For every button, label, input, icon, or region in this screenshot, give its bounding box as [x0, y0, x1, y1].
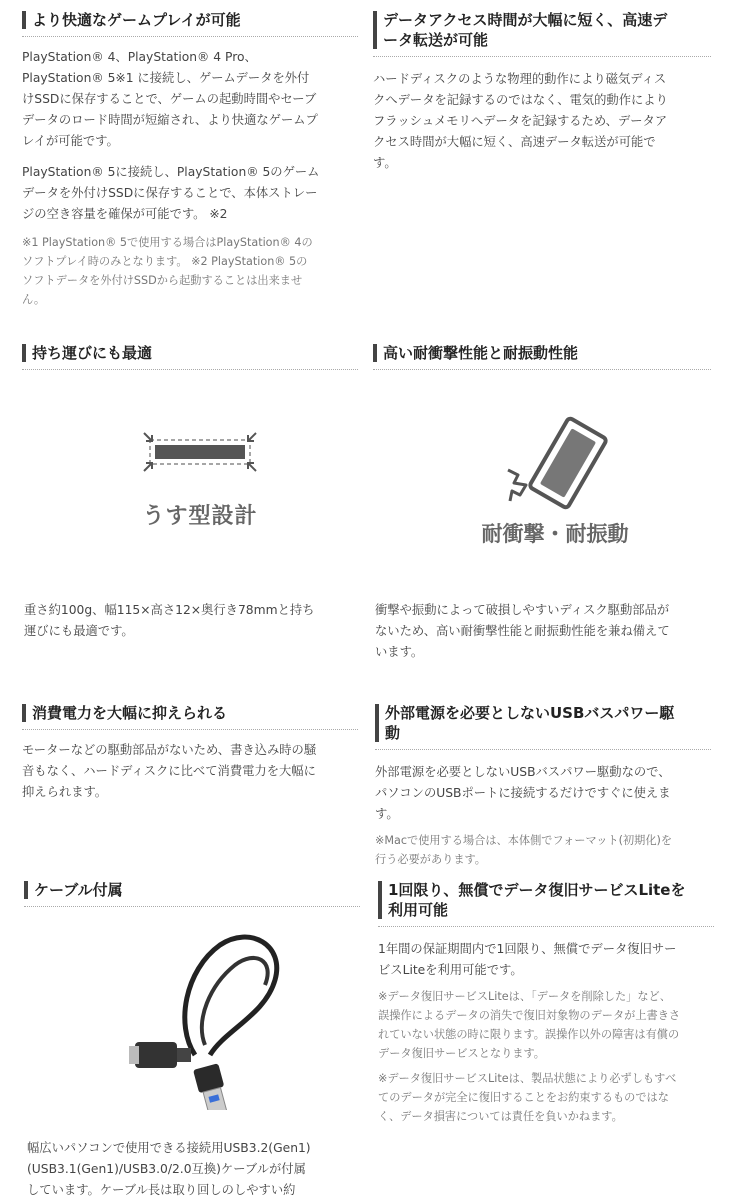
section-access-speed: [373, 10, 711, 174]
paragraph: モーターなどの駆動部品がないため、書き込み時の騒 音もなく、ハードディスクに比べて消費電力を大幅に 抑えられます。: [22, 743, 317, 799]
section-heading: 外部電源を必要としないUSBバスパワー駆 動: [375, 703, 711, 750]
illustration-label: うす型設計: [142, 504, 258, 529]
section-heading: より快適なゲームプレイが可能: [22, 10, 358, 37]
section-heading: データアクセス時間が大幅に短く、高速デ ータ転送が可能: [373, 10, 711, 57]
paragraph: 幅広いパソコンで使用できる接続用USB3.2(Gen1) (USB3.1(Gen1)/USB3.0/2.0互換)ケーブルが付属 しています。ケーブル長は取り回しのしやすい約: [27, 1141, 311, 1197]
paragraph: 重さ約100g、幅115×高さ12×奥行き78mmと持ち 運びにも最適です。: [24, 603, 315, 638]
illustration-label: 耐衝撃・耐振動: [481, 522, 629, 546]
section-heading: 持ち運びにも最適: [22, 343, 358, 370]
paragraph: ハードディスクのような物理的動作により磁気ディス クへデータを記録するのではなく、電気的動作により フラッシュメモリへデータを記録するため、データア クセス時間が大幅に短く、高速データ転送が可能で す。: [373, 72, 668, 170]
paragraph: 外部電源を必要としないUSBバスパワー駆動なので、 パソコンのUSBポートに接続するだけですぐに使えま す。: [375, 765, 671, 821]
footnote: ※データ復旧サービスLiteは、「データを削除した」など、 誤操作によるデータの消失で復旧対象物のデータが上書きさ れていない状態の時に限ります。誤操作以外の障害は有償の データ復旧サービスとなります。: [378, 990, 681, 1060]
paragraph: 衝撃や振動によって破損しやすいディスク駆動部品が ないため、高い耐衝撃性能と耐振動性能を兼ね備えて います。: [375, 603, 670, 659]
paragraph: 1年間の保証期間内で1回限り、無償でデータ復旧サー ビスLiteを利用可能です。: [378, 942, 677, 977]
footnote: ※1 PlayStation® 5で使用する場合はPlayStation® 4の ソフトプレイ時のみとなります。 ※2 PlayStation® 5の ソフトデータを外付けSSDから起動することは出来ませ ん。: [22, 236, 313, 306]
section-portable: [22, 343, 358, 370]
usb-cable-icon: [125, 930, 305, 1110]
section-cable: [24, 880, 360, 907]
section-game-play: [22, 10, 358, 309]
footnote: ※データ復旧サービスLiteは、製品状態により必ずしもすべ てのデータが完全に復旧することをお約束するものではな く、データ損害については責任を負いかねます。: [378, 1072, 677, 1123]
section-heading: 高い耐衝撃性能と耐振動性能: [373, 343, 711, 370]
thin-design-illustration: [130, 425, 270, 535]
section-heading: ケーブル付属: [24, 880, 360, 907]
usb-cable-photo: [125, 930, 305, 1110]
section-heading: 消費電力を大幅に抑えられる: [22, 703, 358, 730]
section-usb-bus-power: [375, 703, 711, 869]
section-power-saving: [22, 703, 358, 803]
section-data-recovery: [378, 880, 714, 1126]
footnote: ※Macで使用する場合は、本体側でフォーマット(初期化)を 行う必要があります。: [375, 834, 673, 866]
section-heading: 1回限り、無償でデータ復旧サービスLiteを 利用可能: [378, 880, 714, 927]
section-shock-resistance: [373, 343, 711, 370]
paragraph: PlayStation® 5に接続し、PlayStation® 5のゲーム データを外付けSSDに保存することで、本体ストレー ジの空き容量を確保が可能です。 ※2: [22, 165, 320, 221]
impact-device-icon: [470, 415, 640, 510]
shock-resistance-illustration: [470, 415, 640, 545]
thin-device-icon: [130, 425, 270, 485]
paragraph: PlayStation® 4、PlayStation® 4 Pro、 PlayStation® 5※1 に接続し、ゲームデータを外付 けSSDに保存することで、ゲームの起動時間やセーブ データのロード時間が短縮され、より快適なゲームプ レイが可能です。: [22, 50, 318, 148]
